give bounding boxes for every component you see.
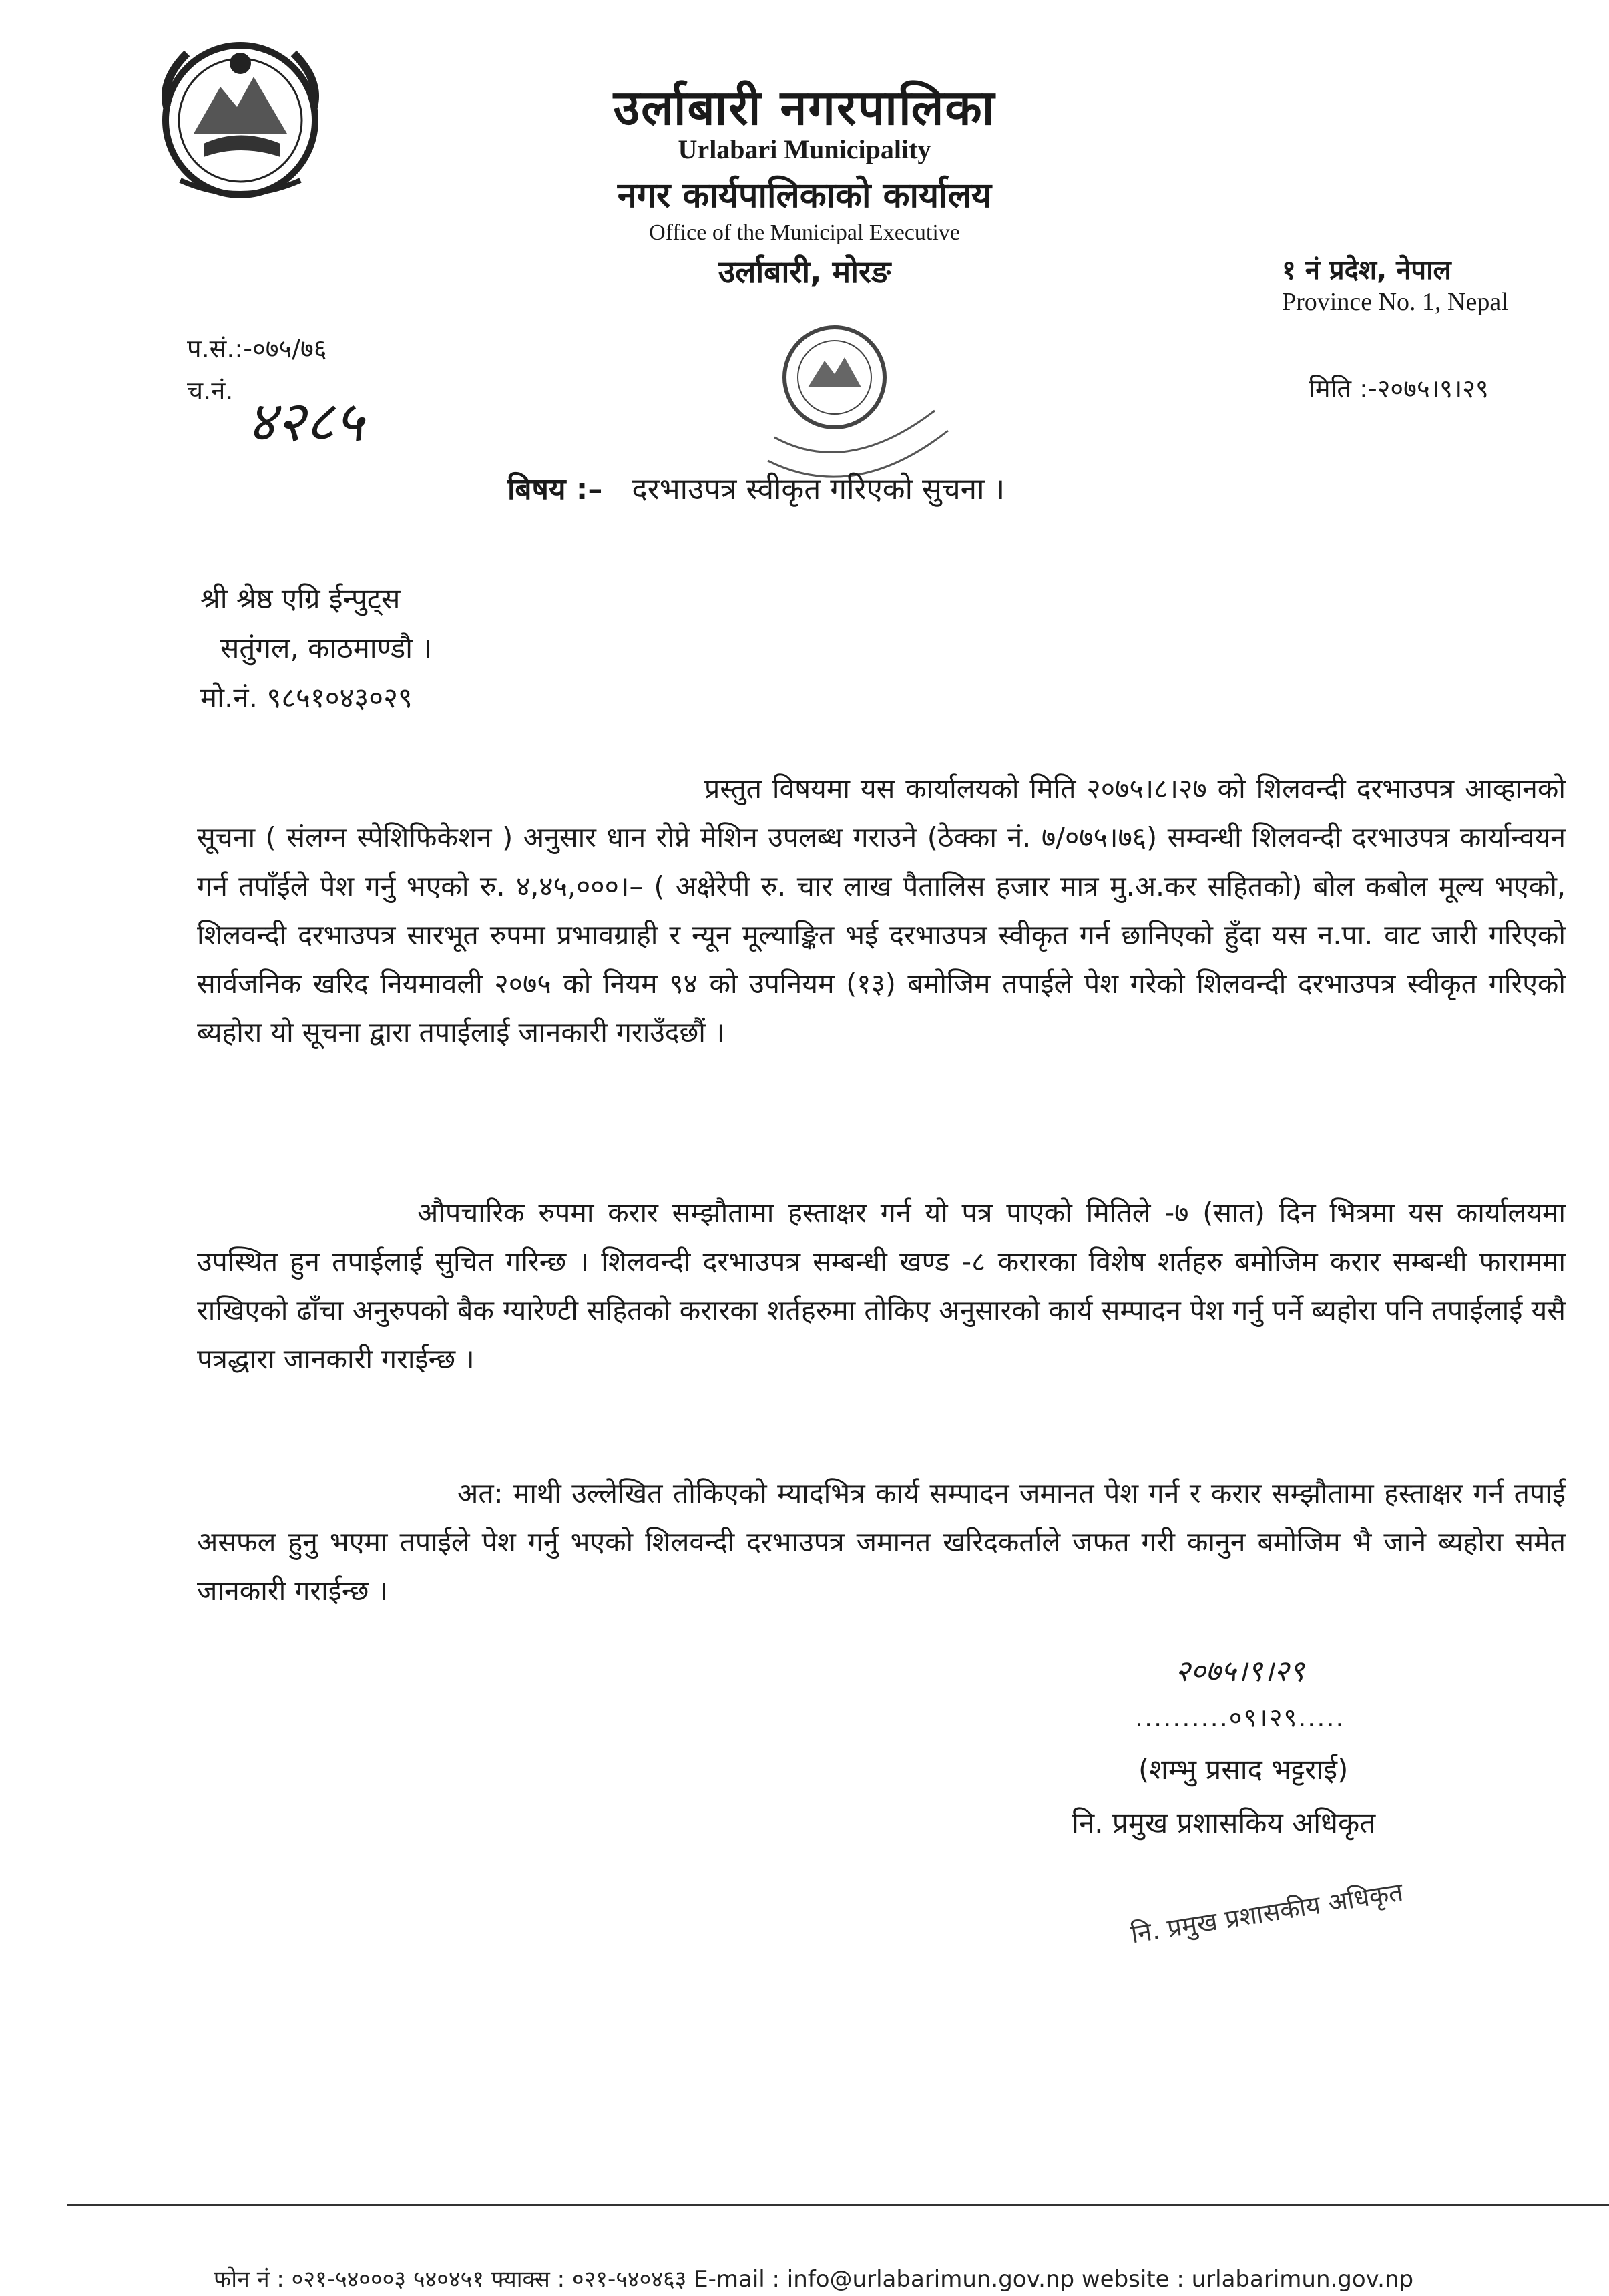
body-paragraph-3: अत: माथी उल्लेखित तोकिएको म्यादभित्र कार्य सम्पादन जमानत पेश गर्न र करार सम्झौतामा हस्ताक्षर गर्न तपाई असफल हुनु भएमा तपाईले पेश गर्नु भएको शिलवन्दी दरभाउपत्र जमानत खरिदकर्ताले जफत गरी कानुन बमोजिम भै जाने ब्यहोरा समेत जानकारी गराईन्छ ।	[197, 1477, 1566, 1607]
signatory-title: नि. प्रमुख प्रशासकिय अधिकृत	[1072, 1806, 1376, 1839]
office-name-english: Office of the Municipal Executive	[649, 220, 960, 245]
footer-divider	[67, 2204, 1609, 2206]
footer-contact: फोन नं : ०२१-५४०००३ ५४०४५१ फ्याक्स : ०२१-५४०४६३ E-mail : info@urlabarimun.gov.np website : urlabarimun.gov.np	[214, 2266, 1414, 2293]
signature-dotted-line: ..........०९।२९.....	[1135, 1703, 1345, 1732]
addressee-address: सतुंगल, काठमाण्डौ ।	[220, 632, 433, 664]
office-location: उर्लाबारी, मोरङ	[718, 254, 891, 290]
addressee-block	[200, 574, 432, 723]
addressee-name: श्री श्रेष्ठ एग्रि ईन्पुट्स	[200, 582, 401, 615]
signatory-name: (शम्भु प्रसाद भट्टराई)	[1138, 1753, 1349, 1786]
letter-date: मिति :-२०७५।९।२९	[1309, 374, 1489, 403]
subject-line	[507, 467, 1005, 508]
body-paragraph-1: प्रस्तुत विषयमा यस कार्यालयको मिति २०७५।८।२७ को शिलवन्दी दरभाउपत्र आव्हानको सूचना ( संलग्न स्पेशिफिकेशन ) अनुसार धान रोप्ने मेशिन उपलब्ध गराउने (ठेक्का नं. ७/०७५।७६) सम्वन्धी शिलवन्दी दरभाउपत्र कार्यान्वयन गर्न तपाँईले पेश गर्नु भएको रु. ४,४५,०००।– ( अक्षेरेपी रु. चार लाख पैतालिस हजार मात्र मु.अ.कर सहितको) बोल कबोल मूल्य भएको, शिलवन्दी दरभाउपत्र सारभूत रुपमा प्रभावग्राही र न्यून मूल्याङ्कित भई दरभाउपत्र स्वीकृत गर्न छानिएको हुँदा यस न.पा. वाट जारी गरिएको सार्वजनिक खरिद नियमावली २०७५ को नियम ९४ को उपनियम (१३) बमोजिम तपाईले पेश गरेको शिलवन्दी दरभाउपत्र स्वीकृत गरिएको ब्यहोरा यो सूचना द्वारा तपाईलाई जानकारी गराउँदछौं ।	[197, 773, 1566, 1048]
dispatch-number-handwritten: ४२८५	[247, 389, 364, 454]
subject-text: दरभाउपत्र स्वीकृत गरिएको सुचना ।	[632, 472, 1005, 506]
org-name-english: Urlabari Municipality	[678, 134, 931, 164]
subject-label: बिषय :–	[507, 472, 603, 506]
addressee-phone: मो.नं. ९८५१०४३०२९	[200, 681, 413, 714]
org-name-nepali: उर्लाबारी नगरपालिका	[613, 79, 996, 136]
reference-number: प.सं.:-०७५/७६	[187, 334, 327, 363]
dispatch-number-label: च.नं.	[187, 376, 234, 405]
province-english: Province No. 1, Nepal	[1282, 288, 1508, 316]
office-name-nepali: नगर कार्यपालिकाको कार्यालय	[617, 176, 992, 216]
signature-scribble: २०७५।९।२९	[1175, 1654, 1305, 1688]
body-paragraph-2: औपचारिक रुपमा करार सम्झौतामा हस्ताक्षर गर्न यो पत्र पाएको मितिले -७ (सात) दिन भित्रमा यस कार्यालयमा उपस्थित हुन तपाईलाई सुचित गरिन्छ । शिलवन्दी दरभाउपत्र सम्बन्धी खण्ड -८ करारका विशेष शर्तहरु बमोजिम करार सम्बन्धी फाराममा राखिएको ढाँचा अनुरुपको बैक ग्यारेण्टी सहितको करारका शर्तहरुमा तोकिए अनुसारको कार्य सम्पादन पेश गर्नु पर्ने ब्यहोरा पनि तपाईलाई यसै पत्रद्धारा जानकारी गराईन्छ ।	[197, 1197, 1566, 1375]
designation-stamp: नि. प्रमुख प्रशासकीय अधिकृत	[1128, 1877, 1405, 1949]
province-nepali: १ नं प्रदेश, नेपाल	[1282, 255, 1451, 286]
